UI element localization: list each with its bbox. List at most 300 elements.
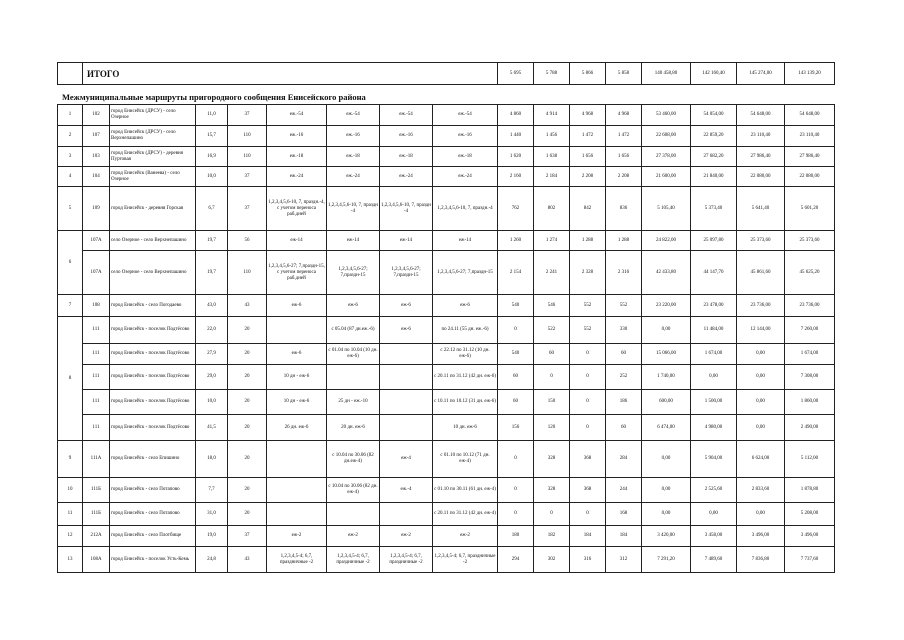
cell-s2: еж.-54 <box>327 105 380 126</box>
cell-m3: 54 648,00 <box>737 105 785 126</box>
cell-name: город Енисейск (ДРСУ) - деревня Пуртовая <box>110 147 196 167</box>
cell-v2: 302 <box>534 547 570 573</box>
cell-t: 37 <box>228 167 267 187</box>
cell-len: 27,9 <box>196 344 228 365</box>
cell-v4: 552 <box>606 295 642 317</box>
cell-t: 20 <box>228 441 267 478</box>
cell-v1: 60 <box>498 365 534 390</box>
cell-code: 103 <box>83 147 110 167</box>
cell-name: город Енисейск (ДРСУ) - село Верхнепашино <box>110 126 196 147</box>
table-row <box>58 526 835 547</box>
cell-v4: 2 208 <box>606 167 642 187</box>
cell-t: 43 <box>228 547 267 573</box>
row-number: 5 <box>58 187 83 231</box>
cell-name: город Енисейск - село Погодаево <box>110 295 196 317</box>
cell-v1: 60 <box>498 390 534 415</box>
cell-len: 10,0 <box>196 390 228 415</box>
cell-m1: 0,00 <box>642 441 691 478</box>
cell-s3: еж.-54 <box>380 105 433 126</box>
cell-v2: 1 456 <box>534 126 570 147</box>
cell-m3: 12 144,00 <box>737 317 785 344</box>
cell-t: 20 <box>228 344 267 365</box>
cell-code: 107А <box>83 251 110 295</box>
cell-code: 111 <box>83 365 110 390</box>
cell-s3: еж-6 <box>380 317 433 344</box>
cell-m1: 1 740,00 <box>642 365 691 390</box>
total-value: 5 788 <box>534 63 570 85</box>
total-value: 5 866 <box>570 63 606 85</box>
cell-s2: еж.-18 <box>327 147 380 167</box>
cell-len: 7,7 <box>196 478 228 503</box>
row-number: 1 <box>58 105 83 126</box>
cell-v4: 330 <box>606 317 642 344</box>
table-row <box>58 415 835 441</box>
cell-m1: 0,00 <box>642 317 691 344</box>
cell-v4: 60 <box>606 415 642 441</box>
cell-m4: 7 308,00 <box>785 365 835 390</box>
cell-m1: 21 600,00 <box>642 167 691 187</box>
cell-v3: 0 <box>570 415 606 441</box>
cell-s4: 1,2,3,4,5-4; 6,7, праздничные -2 <box>433 547 498 573</box>
table-row <box>58 251 835 295</box>
cell-s2: еж.-24 <box>327 167 380 187</box>
cell-v1: 180 <box>498 526 534 547</box>
row-number: 8 <box>58 317 83 441</box>
cell-len: 15,7 <box>196 126 228 147</box>
cell-s3: еж.-4 <box>380 478 433 503</box>
table-row <box>58 390 835 415</box>
cell-v4: 284 <box>606 441 642 478</box>
cell-s1: еж.-18 <box>267 147 327 167</box>
cell-m3: 23 736,00 <box>737 295 785 317</box>
table-row <box>58 478 835 503</box>
cell-v1: 294 <box>498 547 534 573</box>
cell-m3: 23 110,40 <box>737 126 785 147</box>
cell-v3: 842 <box>570 187 606 231</box>
cell-m2: 3 458,00 <box>691 526 737 547</box>
cell-v2: 4 914 <box>534 105 570 126</box>
cell-s3 <box>380 365 433 390</box>
row-number: 3 <box>58 147 83 167</box>
routes-table <box>57 62 835 573</box>
cell-m1: 23 220,00 <box>642 295 691 317</box>
cell-s3: 1,2,3,4,5-4; 6,7, праздничные -2 <box>380 547 433 573</box>
cell-v2: 522 <box>534 317 570 344</box>
cell-v2: 150 <box>534 390 570 415</box>
cell-v1: 1 440 <box>498 126 534 147</box>
cell-s1: 1,2,3,4,5-4; 6,7, праздничные -2 <box>267 547 327 573</box>
cell-v2: 120 <box>534 415 570 441</box>
cell-v3: 0 <box>570 390 606 415</box>
cell-v3: 2 328 <box>570 251 606 295</box>
cell-len: 43,0 <box>196 295 228 317</box>
cell-m2: 4 980,00 <box>691 415 737 441</box>
row-number: 2 <box>58 126 83 147</box>
cell-s1: еж-6 <box>267 344 327 365</box>
cell-s4: с 01.10 по 10.12 (71 дн. еж-4) <box>433 441 498 478</box>
row-number: 11 <box>58 503 83 526</box>
cell-v2: 1 638 <box>534 147 570 167</box>
cell-code: 102 <box>83 105 110 126</box>
cell-v3: 368 <box>570 441 606 478</box>
cell-s4: еж-6 <box>433 295 498 317</box>
cell-len: 19,7 <box>196 251 228 295</box>
cell-s2: еж.-16 <box>327 126 380 147</box>
cell-s1: еж-2 <box>267 526 327 547</box>
cell-m2: 25 097,80 <box>691 231 737 251</box>
total-value: 140 458,80 <box>642 63 691 85</box>
cell-v3: 2 208 <box>570 167 606 187</box>
cell-m3: 0,00 <box>737 503 785 526</box>
cell-m1: 53 460,00 <box>642 105 691 126</box>
cell-v4: 186 <box>606 390 642 415</box>
cell-s1: еж.-24 <box>267 167 327 187</box>
cell-len: 24,8 <box>196 547 228 573</box>
cell-m4: 2 490,00 <box>785 415 835 441</box>
cell-m2: 2 525,60 <box>691 478 737 503</box>
cell-s3: еж.-18 <box>380 147 433 167</box>
cell-code: 107 <box>83 126 110 147</box>
cell-s3: еж-14 <box>380 231 433 251</box>
cell-code: 111Б <box>83 503 110 526</box>
cell-s4: 1,2,3,4,5,6-27; 7,праздн-15 <box>433 251 498 295</box>
cell-len: 31,0 <box>196 503 228 526</box>
cell-v4: 244 <box>606 478 642 503</box>
cell-v3: 316 <box>570 547 606 573</box>
table-row <box>58 547 835 573</box>
cell-s3 <box>380 503 433 526</box>
cell-m2: 0,00 <box>691 365 737 390</box>
cell-v1: 540 <box>498 344 534 365</box>
cell-t: 20 <box>228 415 267 441</box>
cell-v2: 182 <box>534 526 570 547</box>
cell-name: город Енисейск - поселок Подтёсово <box>110 390 196 415</box>
cell-v2: 328 <box>534 478 570 503</box>
cell-name: город Енисейск - поселок Подтёсово <box>110 317 196 344</box>
cell-m1: 22 608,00 <box>642 126 691 147</box>
cell-m3: 3 496,00 <box>737 526 785 547</box>
cell-m4: 23 110,40 <box>785 126 835 147</box>
cell-v4: 4 968 <box>606 105 642 126</box>
cell-m3: 45 861,60 <box>737 251 785 295</box>
cell-code: 111 <box>83 415 110 441</box>
table-row <box>58 295 835 317</box>
cell-m1: 0,00 <box>642 503 691 526</box>
cell-name: город Енисейск - село Епишино <box>110 441 196 478</box>
cell-m2: 54 054,00 <box>691 105 737 126</box>
cell-len: 19,0 <box>196 526 228 547</box>
table-row <box>58 105 835 126</box>
cell-v4: 1 472 <box>606 126 642 147</box>
cell-t: 20 <box>228 317 267 344</box>
cell-s2: 1,2,3,4,5,6-27; 7,праздн-15 <box>327 251 380 295</box>
cell-m4: 3 496,00 <box>785 526 835 547</box>
cell-m1: 7 291,20 <box>642 547 691 573</box>
cell-s2: 1,2,3,4,5-4; 6,7, праздничные -2 <box>327 547 380 573</box>
cell-name: город Енисейск - село Потапово <box>110 503 196 526</box>
cell-s2: еж-14 <box>327 231 380 251</box>
cell-t: 110 <box>228 147 267 167</box>
cell-v4: 836 <box>606 187 642 231</box>
cell-m1: 15 066,00 <box>642 344 691 365</box>
cell-v3: 552 <box>570 295 606 317</box>
cell-v1: 762 <box>498 187 534 231</box>
cell-m4: 1 674,00 <box>785 344 835 365</box>
cell-s1 <box>267 441 327 478</box>
cell-m3: 27 986,40 <box>737 147 785 167</box>
cell-s1: 1,2,3,4,5,6-27; 7,праздн-15, с учетом переноса раб.дней <box>267 251 327 295</box>
cell-s2: 25 дн - еж.-10 <box>327 390 380 415</box>
cell-len: 11,0 <box>196 105 228 126</box>
cell-v3: 0 <box>570 344 606 365</box>
cell-s4: с 20.11 по 31.12 (42 дн. еж-6) <box>433 365 498 390</box>
cell-m4: 1 878,80 <box>785 478 835 503</box>
cell-name: город Енисейск - село Потапово <box>110 478 196 503</box>
cell-v3: 552 <box>570 317 606 344</box>
cell-s2: еж-6 <box>327 295 380 317</box>
cell-t: 110 <box>228 251 267 295</box>
cell-len: 19,7 <box>196 231 228 251</box>
cell-m2: 23 478,00 <box>691 295 737 317</box>
cell-s4: еж.-54 <box>433 105 498 126</box>
cell-m4: 23 736,00 <box>785 295 835 317</box>
cell-s4: еж.-18 <box>433 147 498 167</box>
row-number: 6 <box>58 231 83 295</box>
cell-m3: 0,00 <box>737 365 785 390</box>
cell-len: 10,0 <box>196 167 228 187</box>
cell-len: 6,7 <box>196 187 228 231</box>
cell-v3: 1 472 <box>570 126 606 147</box>
cell-m3: 5 641,40 <box>737 187 785 231</box>
cell-m4: 45 625,20 <box>785 251 835 295</box>
cell-m2: 11 484,00 <box>691 317 737 344</box>
cell-v3: 1 288 <box>570 231 606 251</box>
cell-t: 20 <box>228 390 267 415</box>
cell-s2: с 10.04 по 30.06 (82 дн.еж-4) <box>327 441 380 478</box>
cell-m2: 27 682,20 <box>691 147 737 167</box>
cell-s3: еж.-24 <box>380 167 433 187</box>
cell-m1: 27 378,00 <box>642 147 691 167</box>
cell-s2: еж-2 <box>327 526 380 547</box>
cell-m3: 22 080,00 <box>737 167 785 187</box>
cell-s1: 10 дн - еж-6 <box>267 365 327 390</box>
cell-v2: 1 274 <box>534 231 570 251</box>
table-row <box>58 147 835 167</box>
cell-v2: 546 <box>534 295 570 317</box>
cell-t: 20 <box>228 478 267 503</box>
cell-code: 111А <box>83 441 110 478</box>
cell-s4: 10 дн. еж-6 <box>433 415 498 441</box>
cell-s4: 1,2,3,4,5,6-10, 7, праздн.-4 <box>433 187 498 231</box>
row-number: 4 <box>58 167 83 187</box>
cell-s4: с 01.10 по 30.11 (61 дн. еж-4) <box>433 478 498 503</box>
cell-m1: 3 420,00 <box>642 526 691 547</box>
cell-s4: еж-2 <box>433 526 498 547</box>
cell-m2: 44 147,70 <box>691 251 737 295</box>
table-row <box>58 503 835 526</box>
cell-s4: по 24.11 (55 дн. еж.-6) <box>433 317 498 344</box>
cell-v1: 1 620 <box>498 147 534 167</box>
cell-s2: с 01.04 по 10.04 (10 дн. еж-6) <box>327 344 380 365</box>
cell-name: село Озерное - село Верхнепашино <box>110 231 196 251</box>
cell-s3 <box>380 415 433 441</box>
section-title: Межмуниципальные маршруты пригородного сообщения Енисейского района <box>62 92 366 102</box>
cell-s2: с 10.04 по 30.06 (82 дн. еж-4) <box>327 478 380 503</box>
cell-v1: 0 <box>498 317 534 344</box>
table-row <box>58 126 835 147</box>
cell-m1: 600,00 <box>642 390 691 415</box>
cell-v2: 328 <box>534 441 570 478</box>
cell-code: 107А <box>83 231 110 251</box>
cell-code: 111 <box>83 344 110 365</box>
cell-v1: 4 860 <box>498 105 534 126</box>
cell-m2: 7 489,60 <box>691 547 737 573</box>
cell-s1 <box>267 503 327 526</box>
cell-t: 37 <box>228 105 267 126</box>
cell-name: город Енисейск (ДРСУ) - село Озерное <box>110 105 196 126</box>
cell-m2: 21 840,00 <box>691 167 737 187</box>
cell-v1: 2 154 <box>498 251 534 295</box>
row-number: 13 <box>58 547 83 573</box>
cell-s1: еж-6 <box>267 295 327 317</box>
cell-code: 212А <box>83 526 110 547</box>
row-number: 10 <box>58 478 83 503</box>
cell-s1: 26 дн. еж-6 <box>267 415 327 441</box>
cell-code: 109 <box>83 187 110 231</box>
cell-v1: 1 260 <box>498 231 534 251</box>
cell-s1 <box>267 317 327 344</box>
cell-s2 <box>327 365 380 390</box>
cell-code: 108 <box>83 295 110 317</box>
cell-m2: 5 373,40 <box>691 187 737 231</box>
cell-v1: 2 160 <box>498 167 534 187</box>
cell-t: 43 <box>228 295 267 317</box>
cell-name: город Енисейск - деревня Горская <box>110 187 196 231</box>
cell-m4: 27 986,40 <box>785 147 835 167</box>
cell-len: 41,5 <box>196 415 228 441</box>
cell-name: город Енисейск - поселок Усть-Кемь <box>110 547 196 573</box>
cell-s1: еж.-54 <box>267 105 327 126</box>
cell-m4: 25 373,60 <box>785 231 835 251</box>
cell-s4: еж-14 <box>433 231 498 251</box>
cell-s3: 1,2,3,4,5,6-10, 7, праздн -4 <box>380 187 433 231</box>
cell-len: 22,0 <box>196 317 228 344</box>
cell-m1: 42 433,80 <box>642 251 691 295</box>
cell-s2 <box>327 503 380 526</box>
cell-s2: 1,2,3,4,5,6-10, 7, праздн -4 <box>327 187 380 231</box>
table-row <box>58 231 835 251</box>
cell-v4: 184 <box>606 526 642 547</box>
cell-name: город Енисейск - поселок Подтёсово <box>110 344 196 365</box>
cell-t: 37 <box>228 526 267 547</box>
cell-m2: 22 859,20 <box>691 126 737 147</box>
cell-v4: 1 656 <box>606 147 642 167</box>
cell-v2: 0 <box>534 365 570 390</box>
cell-m4: 7 737,60 <box>785 547 835 573</box>
cell-name: село Озерное - село Верхнепашино <box>110 251 196 295</box>
cell-len: 29,0 <box>196 365 228 390</box>
cell-v2: 2 184 <box>534 167 570 187</box>
cell-m1: 6 474,00 <box>642 415 691 441</box>
total-value: 5 695 <box>498 63 534 85</box>
cell-name: город Енисейск - поселок Подтёсово <box>110 415 196 441</box>
table-row <box>58 441 835 478</box>
table-row <box>58 344 835 365</box>
cell-m3: 7 836,80 <box>737 547 785 573</box>
cell-m2: 1 500,00 <box>691 390 737 415</box>
cell-s4: еж.-16 <box>433 126 498 147</box>
cell-v4: 168 <box>606 503 642 526</box>
cell-m3: 2 833,60 <box>737 478 785 503</box>
cell-s3: 1,2,3,4,5,6-27; 7,праздн-15 <box>380 251 433 295</box>
cell-v3: 4 968 <box>570 105 606 126</box>
cell-s4: с 22.12 по 31.12 (10 дн. еж-6) <box>433 344 498 365</box>
cell-m4: 5 601,20 <box>785 187 835 231</box>
cell-m3: 6 624,00 <box>737 441 785 478</box>
cell-code: 111 <box>83 317 110 344</box>
cell-v2: 60 <box>534 344 570 365</box>
cell-t: 20 <box>228 365 267 390</box>
row-number: 9 <box>58 441 83 478</box>
cell-t: 110 <box>228 126 267 147</box>
cell-s4: с 20.11 по 31.12 (42 дн. еж-4) <box>433 503 498 526</box>
cell-len: 16,9 <box>196 147 228 167</box>
cell-v4: 252 <box>606 365 642 390</box>
cell-s3 <box>380 344 433 365</box>
total-row <box>58 63 835 85</box>
cell-v1: 0 <box>498 503 534 526</box>
cell-name: город Енисейск - село Плотбище <box>110 526 196 547</box>
cell-len: 18,0 <box>196 441 228 478</box>
cell-v2: 2 241 <box>534 251 570 295</box>
cell-v1: 540 <box>498 295 534 317</box>
cell-code: 108А <box>83 547 110 573</box>
table-row <box>58 187 835 231</box>
cell-s3 <box>380 390 433 415</box>
cell-v3: 368 <box>570 478 606 503</box>
cell-m4: 5 112,00 <box>785 441 835 478</box>
cell-t: 56 <box>228 231 267 251</box>
cell-s3: еж.-16 <box>380 126 433 147</box>
cell-s1: 1,2,3,4,5,6-10, 7, праздн.-4, с учетом переноса раб.дней <box>267 187 327 231</box>
cell-m2: 5 904,00 <box>691 441 737 478</box>
cell-v3: 0 <box>570 365 606 390</box>
cell-name: город Енисейск (Ванеева) - село Озерное <box>110 167 196 187</box>
cell-v4: 60 <box>606 344 642 365</box>
cell-s2: с 05.04 (87 дн.еж.-6) <box>327 317 380 344</box>
cell-v2: 802 <box>534 187 570 231</box>
cell-v1: 156 <box>498 415 534 441</box>
total-value: 142 160,40 <box>691 63 737 85</box>
cell-v2: 0 <box>534 503 570 526</box>
total-value: 145 274,00 <box>737 63 785 85</box>
cell-m4: 22 080,00 <box>785 167 835 187</box>
cell-m1: 5 105,40 <box>642 187 691 231</box>
row-number: 12 <box>58 526 83 547</box>
cell-m1: 0,00 <box>642 478 691 503</box>
cell-v1: 0 <box>498 441 534 478</box>
table-row <box>58 317 835 344</box>
cell-s1 <box>267 478 327 503</box>
cell-m4: 54 648,00 <box>785 105 835 126</box>
cell-v4: 1 288 <box>606 231 642 251</box>
row-number: 7 <box>58 295 83 317</box>
cell-s3: еж-2 <box>380 526 433 547</box>
cell-s1: 10 дн - еж-6 <box>267 390 327 415</box>
cell-m4: 1 860,00 <box>785 390 835 415</box>
cell-code: 104 <box>83 167 110 187</box>
cell-v4: 312 <box>606 547 642 573</box>
